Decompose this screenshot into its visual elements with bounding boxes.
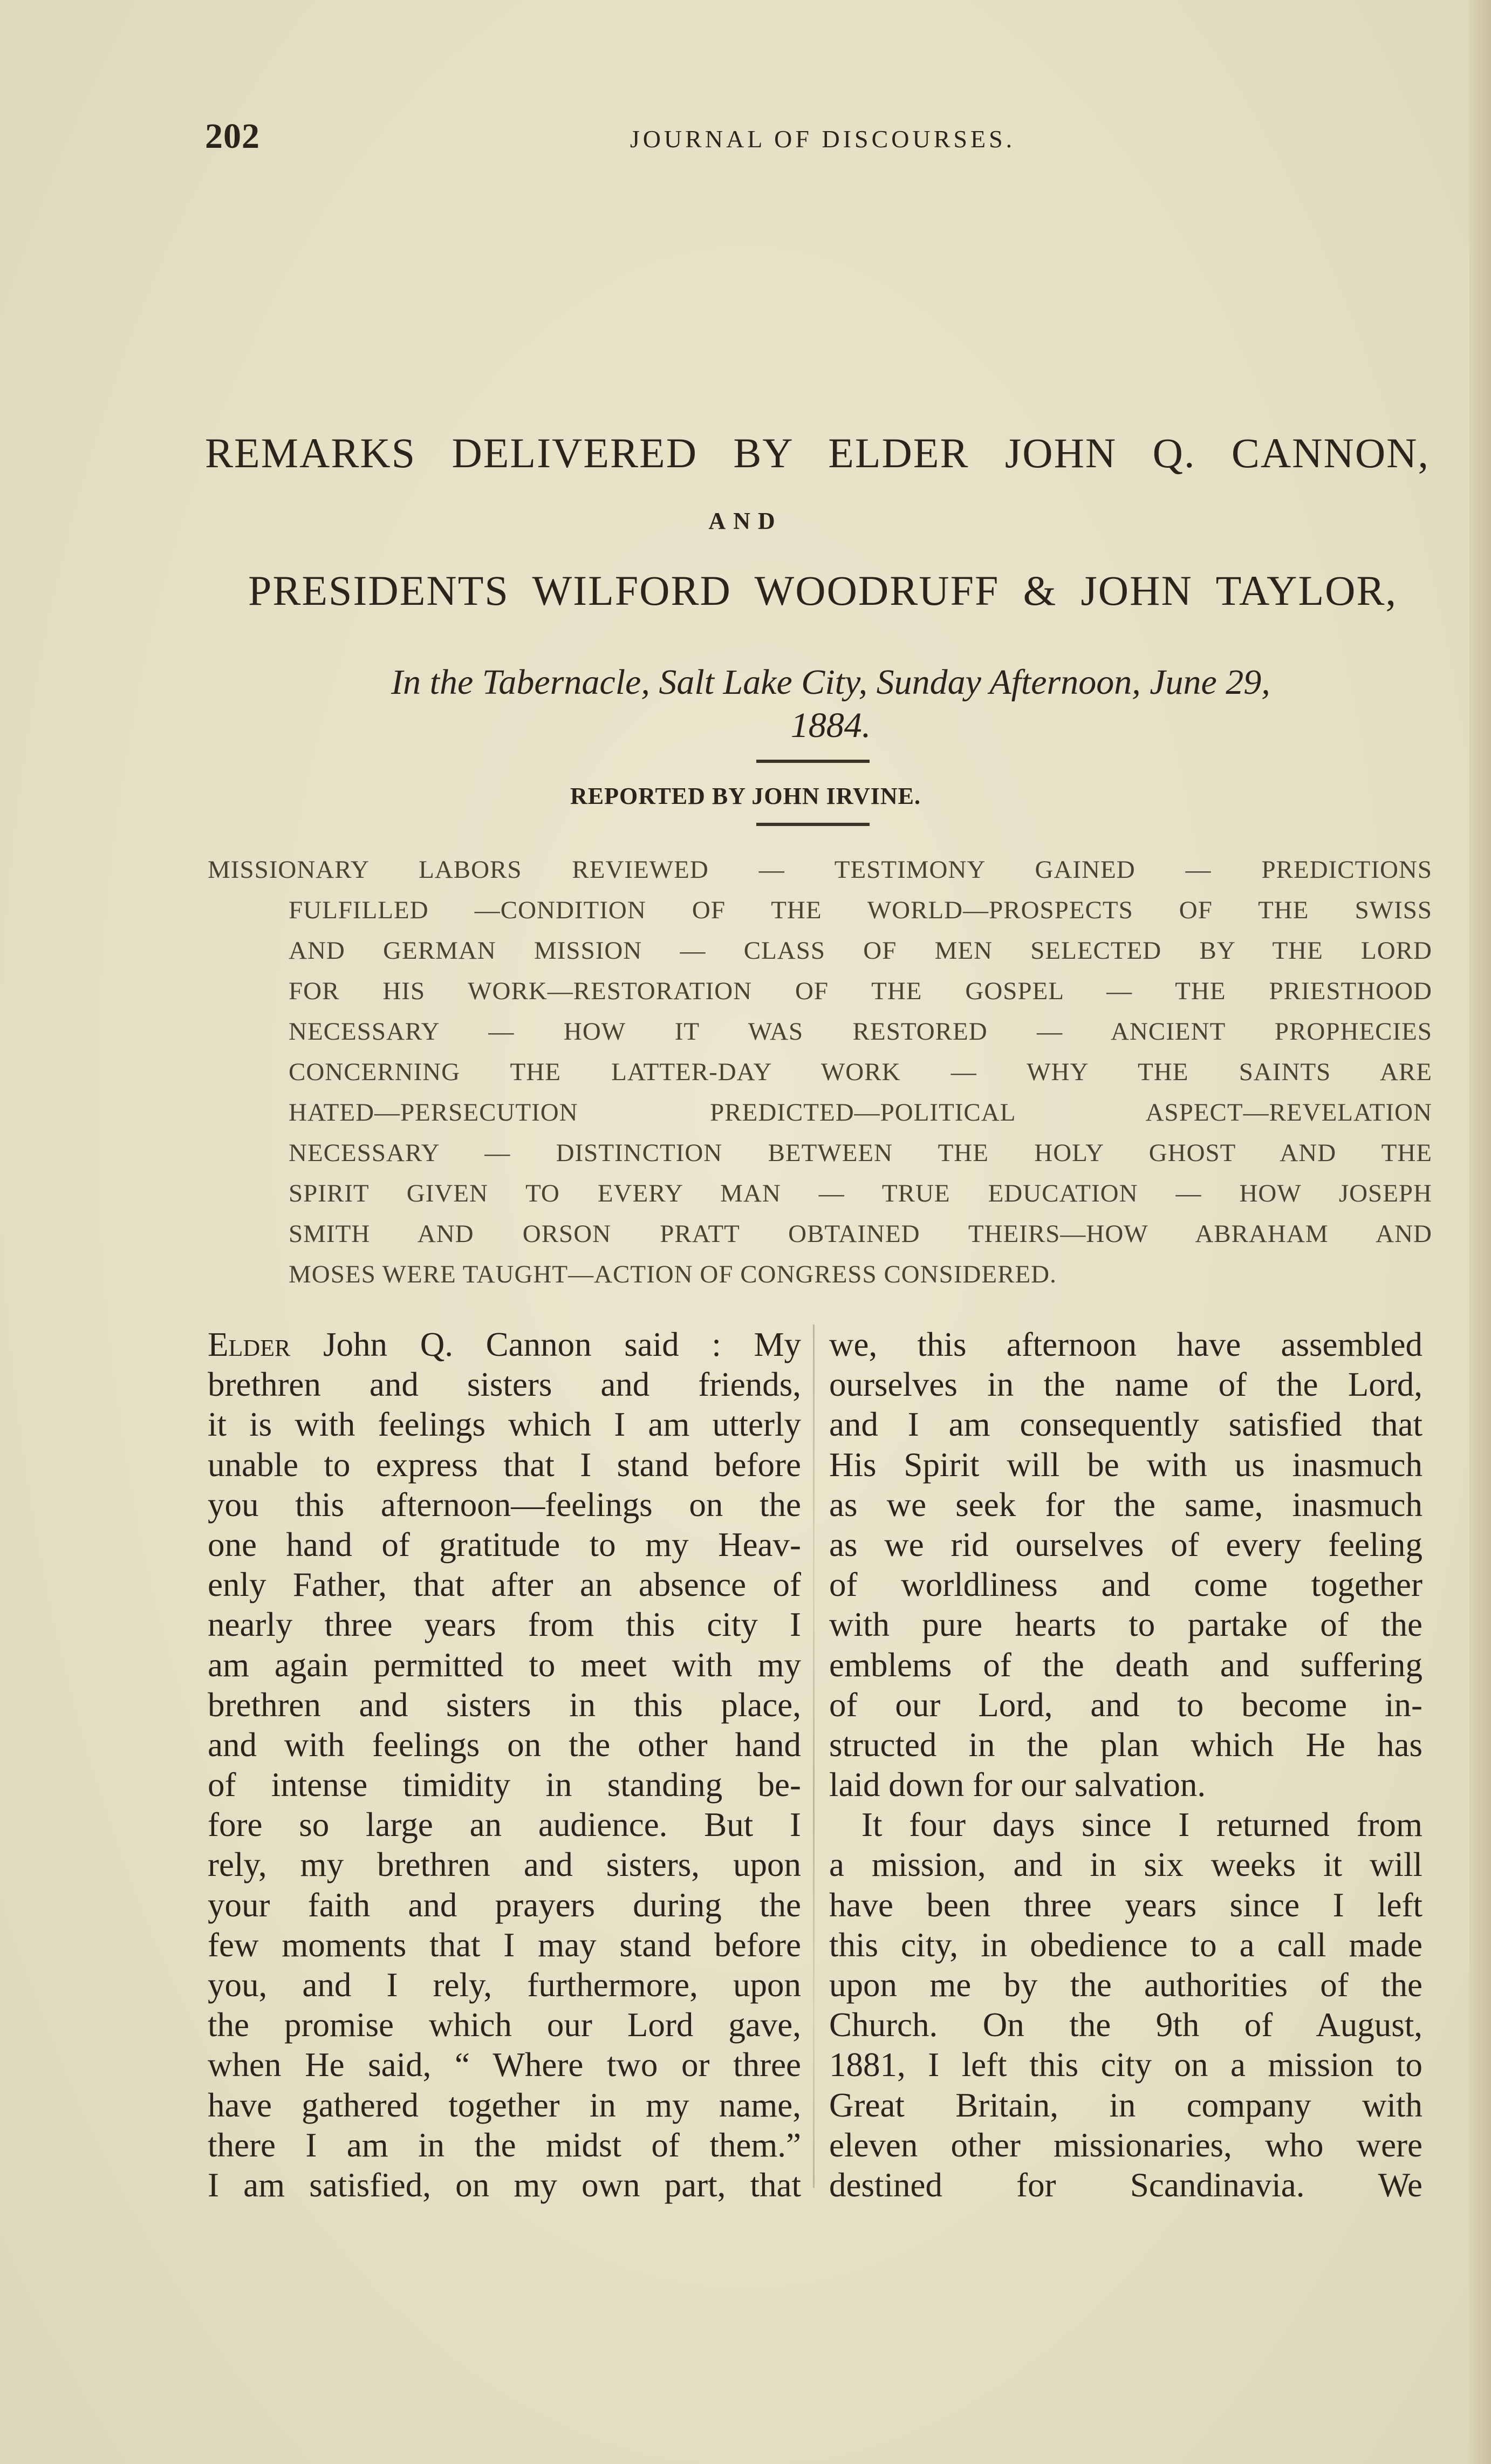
body-line: of worldliness and come together [829,1566,1422,1604]
page-edge [1469,0,1491,2464]
lead-word: Elder [208,1326,291,1363]
title-line-2: PRESIDENTS WILFORD WOODRUFF & JOHN TAYLOR, [248,567,1397,614]
body-line: I am satisfied, on my own part, that [208,2166,801,2204]
body-line: unable to express that I stand before [208,1445,801,1484]
body-line: rely, my brethren and sisters, upon [208,1846,801,1884]
body-line: you this afternoon—feelings on the [208,1485,801,1524]
first-line-text: John Q. Cannon said : My [323,1326,802,1363]
body-line: fore so large an audience. But I [208,1806,801,1844]
body-line: ourselves in the name of the Lord, [829,1366,1422,1404]
body-line: your faith and prayers during the [208,1886,801,1924]
synopsis-line: SPIRIT GIVEN TO EVERY MAN — TRUE EDUCATION — HOW JOSEPH [289,1179,1432,1207]
synopsis-line: HATED—PERSECUTION PREDICTED—POLITICAL ASPECT—REVELATION [289,1098,1432,1127]
body-line: this city, in obedience to a call made [829,1926,1422,1964]
body-line: am again permitted to meet with my [208,1646,801,1684]
rule-bottom [756,823,870,826]
synopsis-line: SMITH AND ORSON PRATT OBTAINED THEIRS—HOW ABRAHAM AND [289,1220,1432,1248]
synopsis [208,850,1432,1295]
body-columns [208,1325,1432,2220]
left-column [208,1325,801,2205]
venue-line-1: In the Tabernacle, Salt Lake City, Sunday Afternoon, June 29, [391,663,1270,702]
synopsis-line: CONCERNING THE LATTER-DAY WORK — WHY THE SAINTS ARE [289,1058,1432,1086]
synopsis-line: FULFILLED —CONDITION OF THE WORLD—PROSPECTS OF THE SWISS [289,896,1432,924]
body-line: of our Lord, and to become in- [829,1685,1422,1724]
page-header [205,116,1440,165]
title-line-1: REMARKS DELIVERED BY ELDER JOHN Q. CANNON, [205,429,1430,476]
synopsis-line: FOR HIS WORK—RESTORATION OF THE GOSPEL — THE PRIESTHOOD [289,977,1432,1005]
body-line: eleven other missionaries, who were [829,2126,1422,2164]
body-line: there I am in the midst of them.” [208,2126,801,2164]
body-line: as we seek for the same, inasmuch [829,1485,1422,1524]
body-line: brethren and sisters and friends, [208,1366,801,1404]
right-column [829,1325,1422,2205]
body-line: destined for Scandinavia. We [829,2166,1422,2204]
body-line: as we rid ourselves of every feeling [829,1525,1422,1564]
body-line: the promise which our Lord gave, [208,2006,801,2044]
body-line: emblems of the death and suffering [829,1646,1422,1684]
body-line: a mission, and in six weeks it will [829,1846,1422,1884]
body-line: structed in the plan which He has [829,1725,1422,1764]
venue-date [291,661,1370,747]
page-number: 202 [205,117,260,156]
body-line: have gathered together in my name, [208,2086,801,2124]
synopsis-line: NECESSARY — DISTINCTION BETWEEN THE HOLY GHOST AND THE [289,1139,1432,1167]
title-and: AND [708,508,783,534]
body-line: few moments that I may stand before [208,1926,801,1964]
column-divider [813,1325,815,2188]
body-line: and I am consequently satisfied that [829,1405,1422,1444]
body-line: of intense timidity in standing be- [208,1766,801,1804]
body-line: His Spirit will be with us inasmuch [829,1445,1422,1484]
body-line: and with feelings on the other hand [208,1725,801,1764]
running-head: JOURNAL OF DISCOURSES. [630,125,1016,153]
body-line: one hand of gratitude to my Heav- [208,1525,801,1564]
body-line: Church. On the 9th of August, [829,2006,1422,2044]
body-line: have been three years since I left [829,1886,1422,1924]
body-line: nearly three years from this city I [208,1606,801,1644]
body-line: Great Britain, in company with [829,2086,1422,2124]
body-line: It four days since I returned from [861,1806,1422,1844]
rule-top [756,760,870,763]
reporter-credit: REPORTED BY JOHN IRVINE. [570,783,921,809]
body-line [208,1325,801,1364]
body-line: brethren and sisters in this place, [208,1685,801,1724]
venue-line-2: 1884. [790,706,871,745]
synopsis-line: AND GERMAN MISSION — CLASS OF MEN SELECTED BY THE LORD [289,937,1432,965]
body-line: you, and I rely, furthermore, upon [208,1966,801,2004]
body-line: it is with feelings which I am utterly [208,1405,801,1444]
body-line: 1881, I left this city on a mission to [829,2046,1422,2084]
synopsis-line: MISSIONARY LABORS REVIEWED — TESTIMONY GAINED — PREDICTIONS [208,856,1432,884]
body-line: we, this afternoon have assembled [829,1326,1422,1363]
body-line: with pure hearts to partake of the [829,1606,1422,1644]
body-line: upon me by the authorities of the [829,1966,1422,2004]
body-line: when He said, “ Where two or three [208,2046,801,2084]
synopsis-line: NECESSARY — HOW IT WAS RESTORED — ANCIENT PROPHECIES [289,1018,1432,1046]
synopsis-line: MOSES WERE TAUGHT—ACTION OF CONGRESS CONSIDERED. [289,1260,1057,1288]
body-line: enly Father, that after an absence of [208,1566,801,1604]
body-line: laid down for our salvation. [829,1766,1206,1804]
